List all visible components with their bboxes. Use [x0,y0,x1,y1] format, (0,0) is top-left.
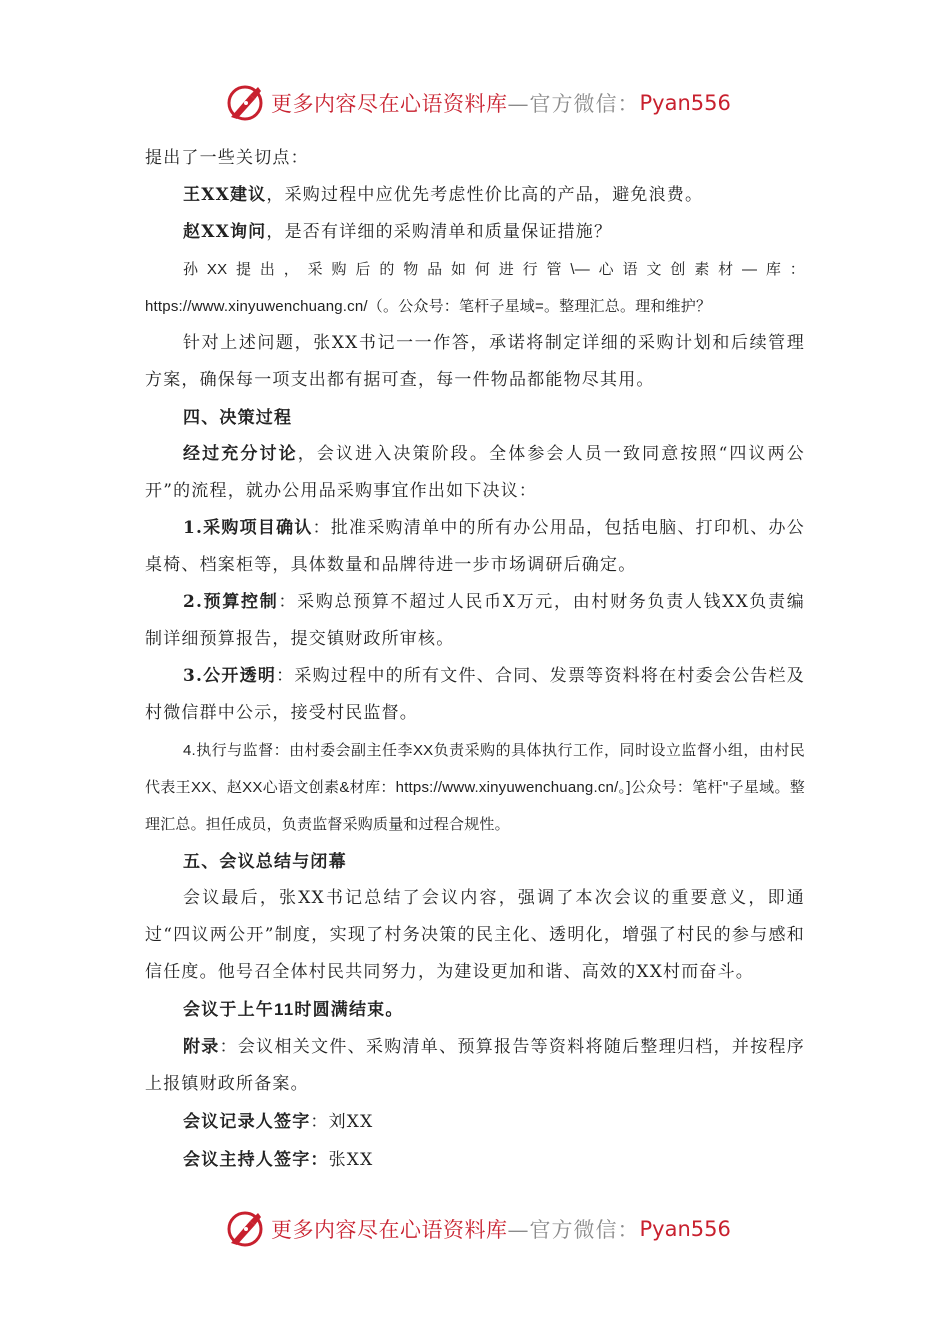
footer-banner [225,1209,745,1249]
closing-line: 会议于上午11时圆满结束。 [183,1000,404,1019]
banner-title: 更多内容尽在心语资料库 [271,1218,508,1242]
bold-lead: 2.预算控制 [183,592,279,612]
list-item: 4.执行与监督：由村委会副主任李XX负责采购的具体执行工作，同时设立监督小组，由村民代表王XX、赵XX心语文创素&材库：https://www.xinyuwenchuang.cn/。]公众号：笔杆"子星域。整理汇总。担任成员，负责监督采购质量和过程合规性。 [145,742,805,833]
paragraph: 经过充分讨论，会议进入决策阶段。全体参会人员一致同意按照“四议两公开”的流程，就办公用品采购事宜作出如下决议： [145,444,806,501]
signature-label: 会议记录人签字 [183,1112,311,1131]
pen-nib-logo-icon [225,83,265,123]
bold-lead: 赵XX询问 [183,222,267,242]
banner-wechat-id: Pyan556 [639,1217,731,1241]
document-body [145,140,805,1179]
paragraph: 会议最后，张XX书记总结了会议内容，强调了本次会议的重要意义，即通过“四议两公开”制度，实现了村务决策的民主化、透明化，增强了村民的参与感和信任度。他号召全体村民共同努力，为建设更加和谐、高效的XX村而奋斗。 [145,888,805,982]
signature-line: 会议记录人签字：刘XX [183,1112,374,1132]
banner-wechat-id: Pyan556 [639,91,731,115]
bold-lead: 王XX建议 [183,185,267,205]
bold-lead: 3.公开透明 [183,666,277,686]
signature-label: 会议主持人签字： [183,1150,329,1169]
list-item: 1.采购项目确认：批准采购清单中的所有办公用品，包括电脑、打印机、办公桌椅、档案柜等，具体数量和品牌待进一步市场调研后确定。 [145,518,805,575]
section-heading: 四、决策过程 [183,408,293,427]
paragraph: 附录：会议相关文件、采购清单、预算报告等资料将随后整理归档，并按程序上报镇财政所备案。 [145,1037,805,1094]
paragraph: 孙XX提出，采购后的物品如何进行管\—心语文创素材—库：https://www.xinyuwenchuang.cn/（。公众号：笔杆子星域=。整理汇总。理和维护？ [145,261,805,315]
section-heading: 五、会议总结与闭幕 [183,852,347,871]
header-banner [225,83,745,123]
bold-lead: 经过充分讨论 [183,444,298,464]
paragraph: 针对上述问题，张XX书记一一作答，承诺将制定详细的采购计划和后续管理方案，确保每一项支出都有据可查，每一件物品都能物尽其用。 [145,333,805,390]
banner-subtitle: —官方微信： [507,1218,640,1242]
list-item: 2.预算控制：采购总预算不超过人民币X万元，由村财务负责人钱XX负责编制详细预算报告，提交镇财政所审核。 [145,592,805,649]
bold-lead: 附录 [183,1037,220,1056]
banner-subtitle: —官方微信： [507,92,640,116]
paragraph: 提出了一些关切点： [145,148,309,168]
signature-line: 会议主持人签字：张XX [183,1150,374,1170]
banner-title: 更多内容尽在心语资料库 [271,92,508,116]
pen-nib-logo-icon [225,1209,265,1249]
paragraph: 王XX建议，采购过程中应优先考虑性价比高的产品，避免浪费。 [183,185,704,205]
bold-lead: 1.采购项目确认 [183,518,313,538]
paragraph: 赵XX询问，是否有详细的采购清单和质量保证措施？ [183,222,613,242]
list-item: 3.公开透明：采购过程中的所有文件、合同、发票等资料将在村委会公告栏及村微信群中公示，接受村民监督。 [145,666,805,723]
